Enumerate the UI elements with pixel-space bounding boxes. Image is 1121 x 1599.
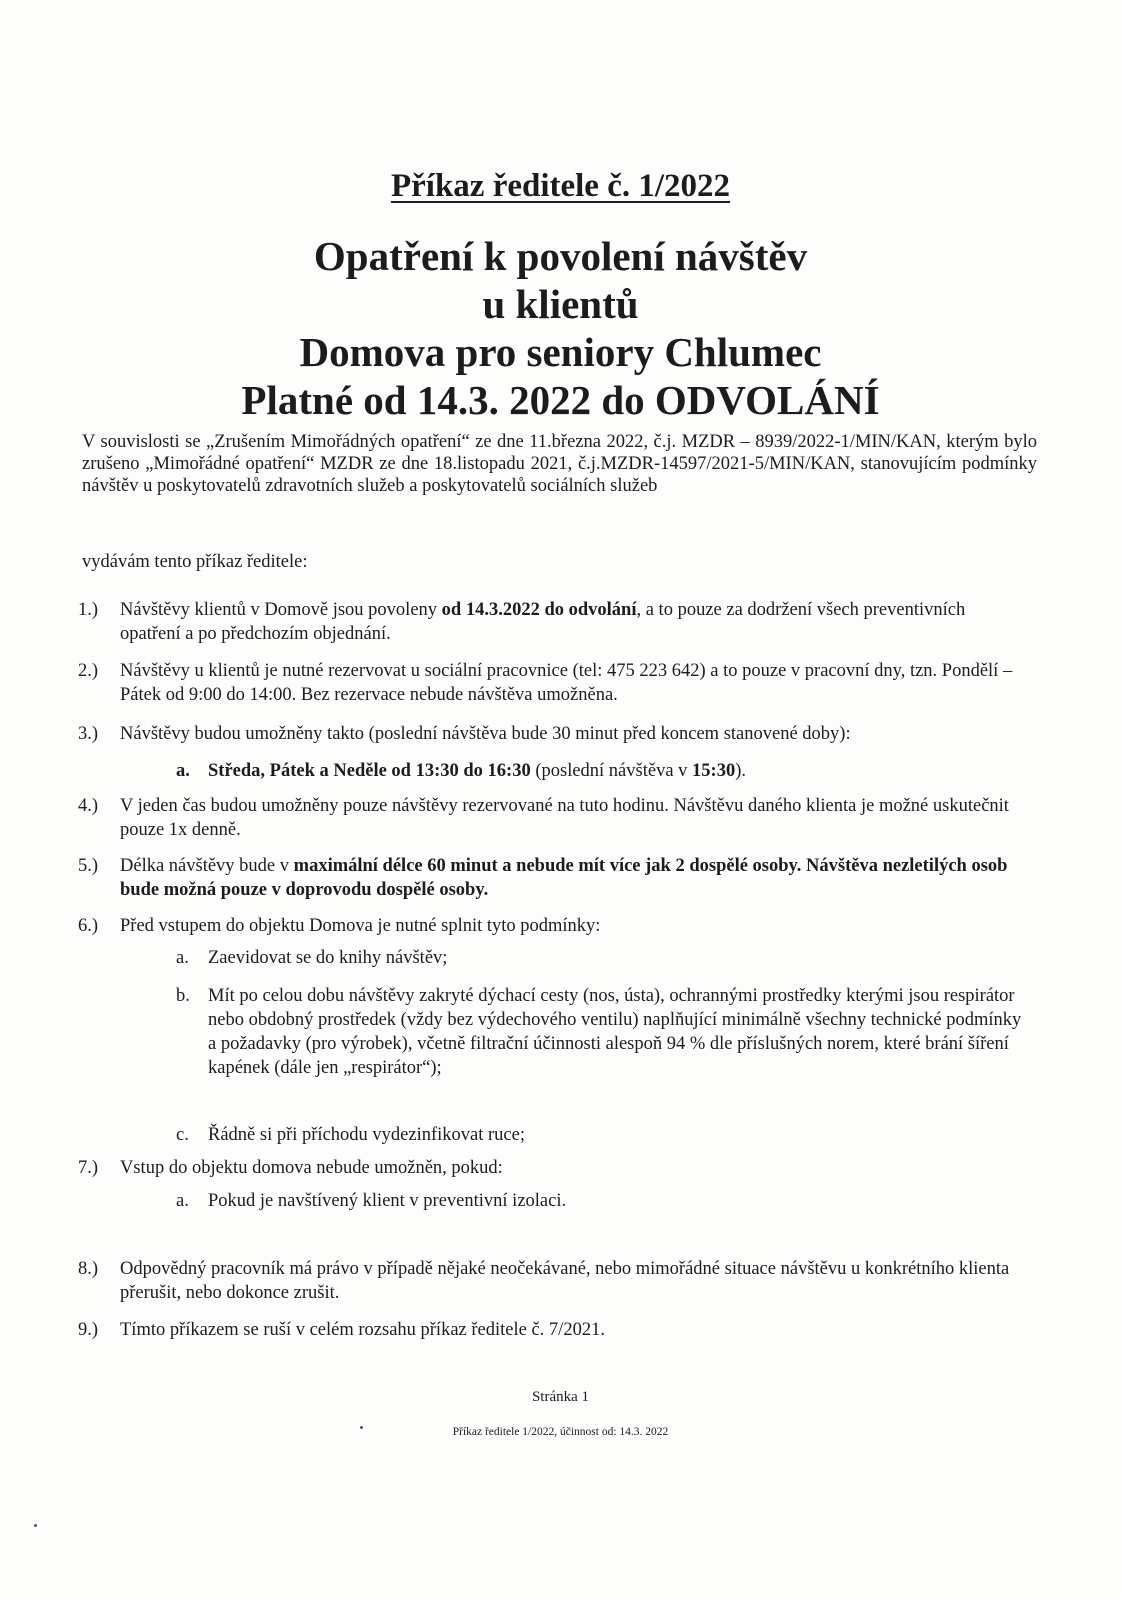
heading-line-2: u klientů	[482, 281, 639, 327]
list-item-7	[78, 1156, 1028, 1180]
list-item-5	[78, 854, 1028, 902]
document-title	[0, 166, 1121, 206]
item-text: Před vstupem do objektu Domova je nutné splnit tyto podmínky:	[120, 916, 601, 936]
subitem-text: Pokud je navštívený klient v preventivní izolaci.	[208, 1191, 567, 1211]
subitem-text-bold: 15:30	[692, 761, 736, 781]
list-item-6	[78, 914, 1028, 938]
subitem-text: Zaevidovat se do knihy návštěv;	[208, 948, 448, 968]
list-item-6a	[176, 946, 1026, 970]
item-text-bold: maximální délce 60 minut a nebude mít více jak 2 dospělé osoby. Návštěva nezletilých osob bude možná pouze v doprovodu dospělé osoby.	[120, 856, 1008, 900]
list-item-6b	[176, 984, 1026, 1080]
item-text: Vstup do objektu domova nebude umožněn, pokud:	[120, 1158, 503, 1178]
item-text	[120, 854, 1028, 902]
item-number: 7.)	[78, 1158, 99, 1178]
subitem-letter: b.	[176, 986, 190, 1006]
item-text: Návštěvy u klientů je nutné rezervovat u sociální pracovnice (tel: 475 223 642) a to pouze v pracovní dny, tzn. Pondělí – Pátek od 9:00 do 14:00. Bez rezervace nebude návštěva umožněna.	[120, 661, 1013, 705]
list-item-4	[78, 794, 1028, 842]
list-item-9	[78, 1318, 1028, 1342]
issue-statement: vydávám tento příkaz ředitele:	[82, 552, 308, 572]
heading-line-3: Domova pro seniory Chlumec	[299, 329, 822, 375]
item-text: Tímto příkazem se ruší v celém rozsahu příkaz ředitele č. 7/2021.	[120, 1320, 605, 1340]
heading-line-4: Platné od 14.3. 2022 do ODVOLÁNÍ	[241, 377, 880, 423]
page-number: Stránka 1	[531, 1389, 590, 1405]
document-title-text: Příkaz ředitele č. 1/2022	[390, 168, 731, 204]
item-number: 6.)	[78, 916, 99, 936]
list-item-3	[78, 722, 1028, 746]
item-number: 5.)	[78, 856, 99, 876]
item-number: 4.)	[78, 796, 99, 816]
item-text-bold: od 14.3.2022 do odvolání	[441, 600, 637, 620]
list-item-8	[78, 1257, 1028, 1305]
subitem-text-part: ).	[735, 761, 746, 781]
scan-speck	[34, 1524, 37, 1527]
list-item-2	[78, 659, 1028, 707]
subitem-letter: a.	[176, 1191, 189, 1211]
subitem-letter: c.	[176, 1125, 189, 1145]
subitem-text: Mít po celou dobu návštěvy zakryté dýchací cesty (nos, ústa), ochrannými prostředky kterými jsou respirátor nebo obdobný prostředek (vždy bez výdechového ventilu) naplňující minimálně všechny technické podmínky a požadavky (pro výrobek), včetně filtrační účinnosti alespoň 94 % dle příslušných norem, které brání šíření kapének (dále jen „respirátor“);	[208, 986, 1022, 1078]
list-item-7a	[176, 1189, 1026, 1213]
item-text: V jeden čas budou umožněny pouze návštěvy rezervované na tuto hodinu. Návštěvu daného klienta je možné uskutečnit pouze 1x denně.	[120, 796, 1009, 840]
list-item-6c	[176, 1123, 1026, 1147]
document-heading	[0, 232, 1121, 424]
item-number: 8.)	[78, 1259, 99, 1279]
scan-speck	[360, 1426, 363, 1429]
intro-paragraph: V souvislosti se „Zrušením Mimořádných opatření“ ze dne 11.března 2022, č.j. MZDR – 8939/2022-1/MIN/KAN, kterým bylo zrušeno „Mimořádné opatření“ MZDR ze dne 18.listopadu 2021, č.j.MZDR-14597/2021-5/MIN/KAN, stanovujícím podmínky návštěv u poskytovatelů zdravotních služeb a poskytovatelů sociálních služeb	[82, 432, 1037, 496]
item-text: Odpovědný pracovník má právo v případě nějaké neočekávané, nebo mimořádné situace návštěvu u konkrétního klienta přerušit, nebo dokonce zrušit.	[120, 1259, 1010, 1303]
heading-line-1: Opatření k povolení návštěv	[313, 233, 808, 279]
item-number: 2.)	[78, 661, 99, 681]
list-item-3a	[176, 759, 1026, 783]
subitem-text-part: (poslední návštěva v	[530, 761, 693, 781]
subitem-letter: a.	[176, 761, 190, 781]
subitem-letter: a.	[176, 948, 189, 968]
item-text-part: , a to pouze za dodržení všech preventivních opatření a po předchozím objednání.	[120, 600, 966, 644]
subitem-text-bold: Středa, Pátek a Neděle od 13:30 do 16:30	[208, 761, 531, 781]
subitem-text: Řádně si při příchodu vydezinfikovat ruce;	[208, 1125, 525, 1145]
subitem-text	[208, 759, 1026, 783]
footer-document-info: Příkaz ředitele 1/2022, účinnost od: 14.3. 2022	[452, 1426, 669, 1438]
list-item-1	[78, 598, 1028, 646]
item-text	[120, 598, 1028, 646]
item-number: 1.)	[78, 600, 99, 620]
item-text: Návštěvy budou umožněny takto (poslední návštěva bude 30 minut před koncem stanovené doby):	[120, 724, 851, 744]
item-text-part: Návštěvy klientů v Domově jsou povoleny	[120, 600, 442, 620]
item-number: 3.)	[78, 724, 99, 744]
item-number: 9.)	[78, 1320, 99, 1340]
item-text-part: Délka návštěvy bude v	[120, 856, 294, 876]
